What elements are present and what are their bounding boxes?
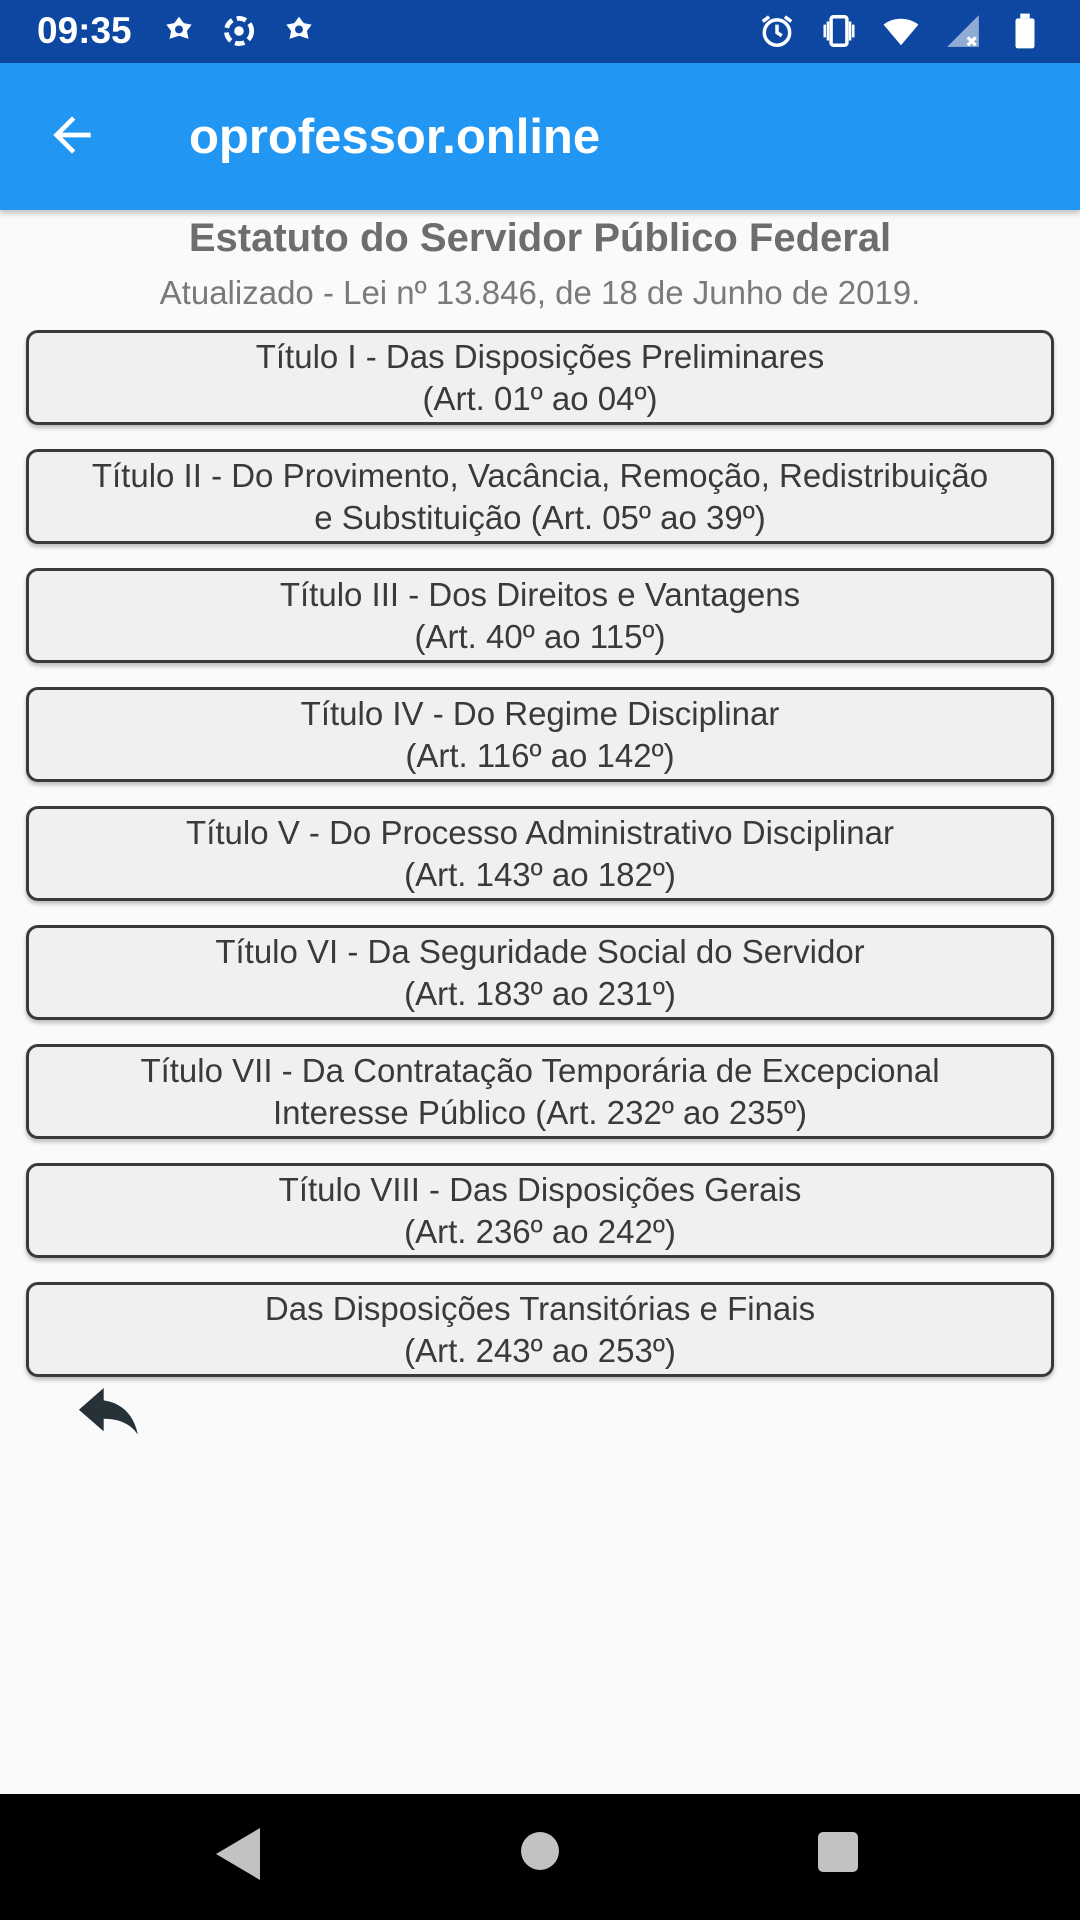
section-button-titulo-2[interactable]	[26, 449, 1054, 544]
reply-icon[interactable]	[75, 1388, 151, 1450]
nav-back-icon[interactable]	[216, 1828, 260, 1880]
section-line2: (Art. 183º ao 231º)	[404, 974, 676, 1012]
app-bar	[0, 63, 1080, 210]
alarm-icon	[758, 12, 796, 50]
section-button-titulo-8[interactable]	[26, 1163, 1054, 1258]
nav-home-icon[interactable]	[521, 1832, 559, 1870]
section-line1: Título VII - Da Contratação Temporária de Excepcional	[140, 1051, 940, 1089]
signal-icon	[944, 12, 982, 50]
section-line2: e Substituição (Art. 05º ao 39º)	[314, 498, 766, 536]
section-line2: (Art. 40º ao 115º)	[414, 617, 666, 655]
section-line2: (Art. 143º ao 182º)	[404, 855, 676, 893]
nav-recents-icon[interactable]	[818, 1832, 858, 1872]
section-line2: (Art. 116º ao 142º)	[405, 736, 675, 774]
section-line1: Título II - Do Provimento, Vacância, Remoção, Redistribuição	[91, 456, 989, 494]
app-title: oprofessor.online	[189, 110, 601, 164]
section-line2: (Art. 236º ao 242º)	[404, 1212, 676, 1250]
section-button-titulo-3[interactable]	[26, 568, 1054, 663]
section-button-disposicoes-finais[interactable]	[26, 1282, 1054, 1377]
section-button-titulo-6[interactable]	[26, 925, 1054, 1020]
section-line1: Título I - Das Disposições Preliminares	[255, 337, 825, 375]
section-line2: (Art. 243º ao 253º)	[404, 1331, 676, 1369]
section-line1: Título III - Dos Direitos e Vantagens	[279, 575, 801, 613]
page-subtitle: Atualizado - Lei nº 13.846, de 18 de Junho de 2019.	[159, 274, 921, 311]
section-list	[26, 330, 1054, 1401]
section-button-titulo-4[interactable]	[26, 687, 1054, 782]
section-button-titulo-5[interactable]	[26, 806, 1054, 901]
section-line2: Interesse Público (Art. 232º ao 235º)	[272, 1093, 808, 1131]
section-button-titulo-1[interactable]	[26, 330, 1054, 425]
page-title: Estatuto do Servidor Público Federal	[188, 216, 892, 260]
section-line1: Título V - Do Processo Administrativo Disciplinar	[186, 813, 894, 851]
status-system-icons	[758, 12, 1044, 50]
notification-icon	[160, 12, 198, 50]
vibrate-icon	[820, 12, 858, 50]
section-line1: Título VI - Da Seguridade Social do Servidor	[215, 932, 865, 970]
section-button-titulo-7[interactable]	[26, 1044, 1054, 1139]
notification-icon	[280, 12, 318, 50]
notification-icon	[220, 12, 258, 50]
status-time: 09:35	[37, 10, 132, 51]
navigation-bar	[0, 1794, 1080, 1920]
arrow-back-icon[interactable]	[44, 107, 100, 163]
wifi-icon	[882, 12, 920, 50]
section-line1: Das Disposições Transitórias e Finais	[264, 1289, 816, 1327]
section-line1: Título VIII - Das Disposições Gerais	[278, 1170, 802, 1208]
section-line1: Título IV - Do Regime Disciplinar	[300, 694, 780, 732]
status-bar	[0, 0, 1080, 63]
status-notifications	[160, 12, 318, 50]
section-line2: (Art. 01º ao 04º)	[422, 379, 658, 417]
battery-icon	[1006, 12, 1044, 50]
